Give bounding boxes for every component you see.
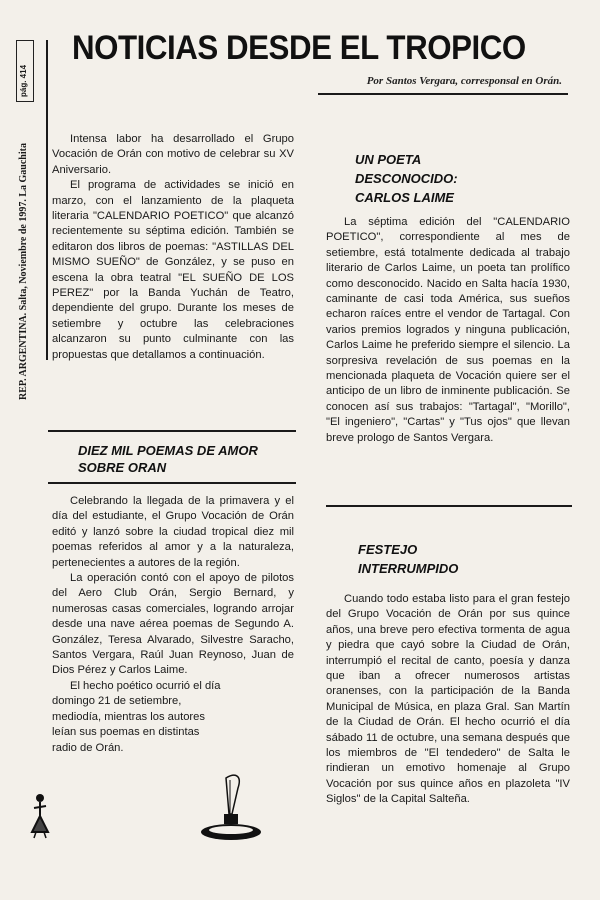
page-title: NOTICIAS DESDE EL TROPICO (72, 29, 526, 67)
intro-paragraph: Intensa labor ha desarrollado el Grupo Vocación de Orán con motivo de celebrar su XV Aniversario. (52, 133, 294, 176)
heading-line: INTERRUMPIDO (358, 561, 459, 576)
section-heading (355, 150, 565, 207)
dancer-figure-illustration (28, 790, 52, 840)
poeta-paragraph: La séptima edición del "CALENDARIO POETICO", correspondiente al mes de setiembre, está totalmente dedicada al trabajo literario de Carlos Laime, un poeta tan prolífico como desconocido. Nacido en Salta hacía 1930, caminante de casi toda América, sus sueños echaron raíces entre el vendor de Tartagal. Con varios premios logrados y ninguna publicación, Carlos Laime he preferido siempre el silencio. La sorpresiva revelación de sus poemas en la mencionada plaqueta de Vocación quiere ser el anticipo de un libro de inminente publicación. Se conocen así sus trabajos: "Tartagal", "Morillo", "El ingeniero", "Cartas" y "Tus ojos" que llevan breve prologo de Santos Vergara. (326, 216, 570, 444)
festejo-paragraph: Cuando todo estaba listo para el gran festejo del Grupo Vocación de Orán por sus quince años, una breve pero efectiva tormenta de agua y piedra que cayó sobre la Ciudad de Orán, interrumpió el recital de canto, poesía y danza que iban a ofrecer numerosos artistas oranenses, con la participación de la Banda Municipal de Música, en plaza Gral. San Martín de la Ciudad de Orán. El hecho ocurrió el día sábado 11 de octubre, una semana después que los miembros de "El tendedero" de Salta le rindieran un emotivo homenaje al Grupo Vocación por sus quince años en plazoleta "IV Siglos" de la Capital Salteña. (326, 593, 570, 806)
edition-sidebar (8, 40, 48, 400)
quill-inkwell-illustration (196, 770, 266, 845)
intro-text (52, 132, 294, 363)
poemas-text (52, 494, 294, 756)
section-rule (48, 482, 296, 484)
heading-line: UN POETA (355, 152, 422, 167)
heading-line: FESTEJO (358, 542, 418, 557)
masthead-rule (318, 93, 568, 95)
page-number: pág. 414 (19, 64, 28, 97)
poeta-text (326, 215, 570, 446)
section-heading: DIEZ MIL POEMAS DE AMOR SOBRE ORAN (78, 443, 258, 475)
sidebar-rule (46, 40, 48, 360)
heading-line: CARLOS LAIME (355, 190, 454, 205)
poemas-paragraph: El hecho poético ocurrió el día domingo 21 de setiembre, mediodía, mientras los autores leían sus poemas en distintas radio de Orán. (52, 679, 221, 754)
poemas-paragraph: La operación contó con el apoyo de pilotos del Aero Club Orán, Sergio Bernard, y numerosas casas comerciales, logrando arrojar desde una nave aérea poemas de Segundo A. González, Teresa Alvarado, Silvestre Saracho, Santos Vergara, Raúl Juan Reynoso, Juan de Dios Pérez y Carlos Laime. (52, 572, 294, 677)
section-heading (358, 540, 558, 578)
festejo-text (326, 592, 570, 808)
edition-text: REP. ARGENTINA. Salta, Noviembre de 1997. La Gauchita (18, 143, 29, 400)
byline: Por Santos Vergara, corresponsal en Orán. (366, 75, 562, 87)
intro-paragraph: El programa de actividades se inició en marzo, con el lanzamiento de la plaqueta literaria "CALENDARIO POETICO" que alcanzó recientemente su séptima edición. También se editaron dos libros de poemas: "ASTILLAS DEL MISMO SUEÑO" de González, y se puso en escena la obra teatral "EL SUEÑO DE LOS PEREZ" por la Banda Yuchán de Teatro, dependiente del grupo. Durante los meses de setiembre y octubre las celebraciones alcanzaron su punto culminante con las propuestas que detallamos a continuación. (52, 179, 294, 361)
section-rule (48, 430, 296, 432)
section-rule (326, 505, 572, 507)
poemas-paragraph: Celebrando la llegada de la primavera y el día del estudiante, el Grupo Vocación de Orán editó y lanzó sobre la ciudad tropical diez mil poemas referidos al amor y a la naturaleza, pertenecientes a autores de la región. (52, 495, 294, 569)
heading-line: DESCONOCIDO: (355, 171, 458, 186)
